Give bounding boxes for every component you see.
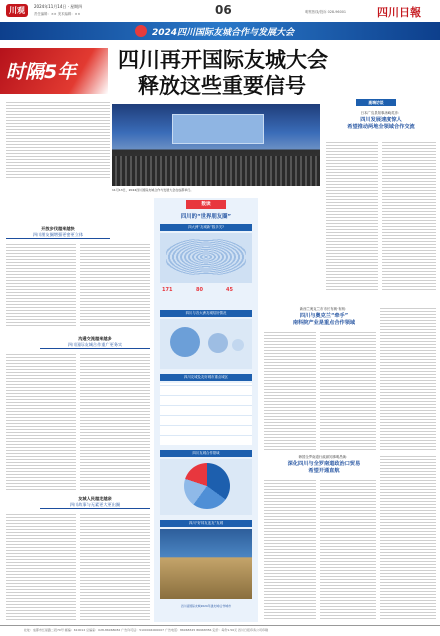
paper-logo: 川观: [6, 4, 28, 17]
interview-3-body-left: [264, 478, 316, 620]
interview-2: [264, 306, 384, 326]
interview-3-kicker: 韩国全罗南道行政副知事明昌焕：: [298, 455, 350, 459]
interview-3: [264, 454, 384, 474]
edition-line: 责任编辑：×× 美术编辑：××: [34, 12, 81, 16]
interview-1: [326, 110, 436, 130]
interview-1-kicker: 日本广岛县知事汤崎英彦：: [360, 111, 402, 115]
section-2-body-a: [6, 352, 76, 492]
section-3-header: [40, 496, 150, 509]
infographic-title: 四川的“世界朋友圈”: [180, 214, 232, 220]
block3-header: 四川友城及友好城市重点城区: [160, 374, 252, 381]
section-3-kicker: 友城人民越走越亲: [78, 496, 112, 501]
page-footer: [0, 625, 440, 636]
section-1-kicker: 开放步伐越来越快: [41, 226, 75, 231]
headline: [112, 42, 434, 98]
section-2-kicker: 沟通交流越来越多: [78, 336, 112, 341]
interview-2-title-2: 南科院产业是重点合作领域: [292, 320, 356, 326]
paper-title: 四川日報: [377, 6, 421, 19]
topic-banner: [0, 22, 440, 40]
interview-3-body-mid: [320, 478, 376, 620]
section-3-title: 四川故事与无素更大更出圈: [40, 502, 150, 509]
block2-chart: [160, 319, 252, 369]
banner-globe-icon: [135, 25, 147, 37]
block5-header: 四川“好邦友连友”友城: [160, 520, 252, 527]
continent-bubble-icon: [170, 327, 200, 357]
hotline: 明察热线/投诉 028-96001: [305, 10, 347, 14]
block4-header: 四川友城合作领域: [160, 450, 252, 457]
block5-photo: [160, 529, 252, 599]
interview-3-body-right: [380, 454, 436, 620]
section-3-body-a: [6, 512, 76, 620]
masthead: [0, 0, 440, 23]
stat-value-3: 45: [226, 287, 233, 293]
section-1-title: 四川朋友圈增强更密更立体: [6, 232, 110, 239]
block4-pie: [160, 459, 252, 515]
headline-line-1: 四川再开国际友城大会: [118, 47, 328, 72]
block2-header: 四川与各大洲友城结好情况: [160, 310, 252, 317]
interview-2-kicker: 新西兰奥克兰市市长布朗·布朗：: [299, 307, 349, 311]
photo-stage: [172, 114, 264, 144]
section-1-body-b: [80, 242, 150, 328]
infographic-tag: 数读: [186, 200, 226, 209]
interview-label: 高端访谈: [356, 99, 396, 106]
block3-grid: [160, 383, 252, 445]
time-badge-text: 时隔5年: [6, 61, 77, 83]
photo-audience: [112, 156, 320, 186]
time-badge: [0, 48, 108, 94]
lead-paragraph: [6, 100, 110, 182]
interview-1-body-left: [326, 140, 378, 290]
interview-2-title-1: 四川与奥克兰“牵手”: [299, 313, 349, 319]
world-map-icon: [166, 239, 246, 275]
section-2-body-b: [80, 352, 150, 492]
block1-header: 四大洲“友城新”数多关?: [160, 224, 252, 231]
interview-3-title-2: 希望开通直航: [308, 468, 340, 474]
photo-caption: 11月13日，2024四川国际友城合作与发展大会在成都举行。: [112, 188, 194, 192]
infographic-footer: 四川省国际友城2024年建友城/合作城市: [180, 604, 231, 608]
continent-bubble-icon: [232, 339, 244, 351]
block1-stats: [160, 285, 252, 305]
date-line: 2024年11月14日 · 星期四: [34, 4, 83, 9]
conference-photo: [112, 104, 320, 186]
interview-1-title-1: 四川发展速度惊人: [360, 117, 402, 123]
headline-line-2: 释放这些重要信号: [138, 73, 306, 98]
block1-map: [160, 233, 252, 283]
section-1-header: [6, 226, 110, 239]
interview-1-title-2: 希望推动两地全领域合作交流: [347, 124, 415, 130]
cooperation-pie-icon: [184, 463, 230, 509]
footer-text: 社址：成都市红星路二段70号 邮编：610012 总编室：028-86968082 广告许可证：5100004000007 广告电话：86968345 86968356 定价：每份1.50元 四川日报印务公司印刷: [24, 628, 269, 632]
interview-3-title-1: 深化四川与全罗南道政治口贸易: [287, 461, 361, 467]
interview-2-body-right: [380, 306, 436, 450]
section-2-header: [40, 336, 150, 349]
section-2-title: 四川国际友城合作重广更务实: [40, 342, 150, 349]
interview-2-body-mid: [320, 330, 376, 450]
interview-2-body-left: [264, 330, 316, 450]
banner-title: 2024四川国际友城合作与发展大会: [152, 28, 295, 38]
infographic: [154, 198, 258, 622]
page-number: 06: [215, 3, 232, 17]
continent-bubble-icon: [208, 333, 228, 353]
stat-value-2: 80: [196, 287, 203, 293]
section-3-body-b: [80, 512, 150, 620]
interview-1-body-right: [382, 140, 436, 290]
stat-value-1: 171: [162, 287, 173, 293]
section-1-body-a: [6, 242, 76, 328]
